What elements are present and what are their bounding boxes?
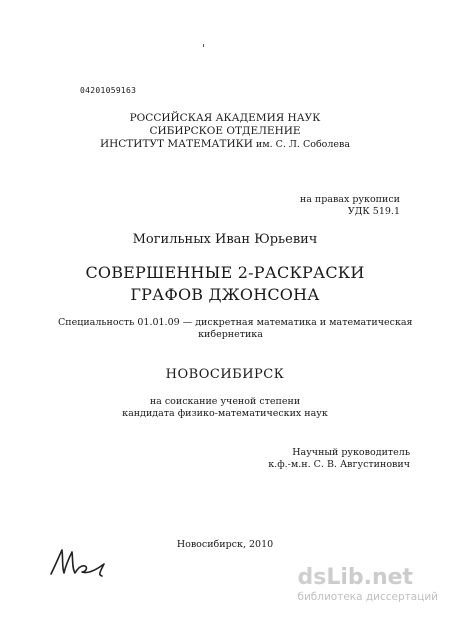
thesis-title-line-1: СОВЕРШЕННЫЕ 2-РАСКРАСКИ (85, 263, 365, 282)
manuscript-rights: на правах рукописи (299, 194, 400, 205)
dslib-watermark (297, 565, 438, 603)
institute-suffix: им. С. Л. Соболева (252, 139, 351, 150)
specialty-line-2: кибернетика (198, 329, 263, 340)
institution-line-2: СИБИРСКОЕ ОТДЕЛЕНИЕ (149, 125, 301, 137)
degree-line-2: кандидата физико-математических наук (122, 408, 328, 419)
institution-line-3 (0, 138, 450, 151)
author-name: Могильных Иван Юрьевич (132, 232, 318, 247)
watermark-subtitle: библиотека диссертаций (297, 591, 438, 603)
institute-name: ИНСТИТУТ МАТЕМАТИКИ (99, 138, 253, 150)
specialty-line-1: Специальность 01.01.09 — дискретная математика и математическая (58, 317, 413, 328)
watermark-logo-prefix: ds (297, 565, 327, 590)
handwritten-signature (48, 546, 118, 582)
supervisor-label: Научный руководитель (292, 447, 410, 458)
watermark-logo (297, 565, 438, 590)
scan-speck (203, 44, 204, 47)
watermark-logo-main: Lib.net (326, 565, 414, 590)
institution-line-1: РОССИЙСКАЯ АКАДЕМИЯ НАУК (129, 112, 321, 124)
place-and-year: Новосибирск, 2010 (176, 539, 274, 550)
city-heading: НОВОСИБИРСК (165, 367, 285, 382)
inventory-number: 04201059163 (80, 86, 137, 95)
supervisor-name: к.ф.-м.н. С. В. Августинович (268, 459, 410, 470)
degree-line-1: на соискание ученой степени (149, 396, 301, 407)
udc-code: УДК 519.1 (347, 206, 400, 217)
thesis-title-line-2: ГРАФОВ ДЖОНСОНА (130, 285, 320, 304)
